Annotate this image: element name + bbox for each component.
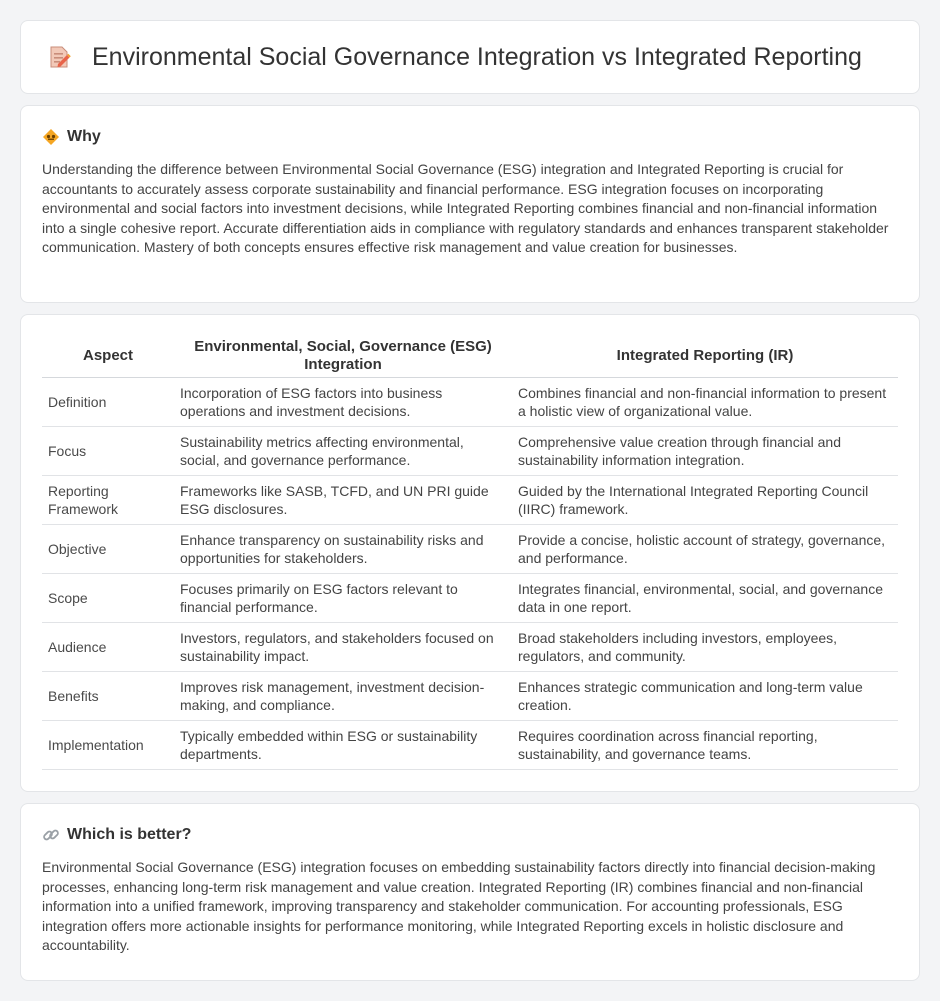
ir-cell: Integrates financial, environmental, social, and governance data in one report. xyxy=(512,573,898,622)
ir-cell: Requires coordination across financial reporting, sustainability, and governance teams. xyxy=(512,720,898,769)
ir-cell: Enhances strategic communication and long-term value creation. xyxy=(512,671,898,720)
esg-cell: Sustainability metrics affecting environmental, social, and governance performance. xyxy=(174,426,512,475)
ir-cell: Provide a concise, holistic account of strategy, governance, and performance. xyxy=(512,524,898,573)
esg-cell: Enhance transparency on sustainability risks and opportunities for stakeholders. xyxy=(174,524,512,573)
page-title: Environmental Social Governance Integration vs Integrated Reporting xyxy=(92,42,862,71)
why-title: Why xyxy=(67,128,101,145)
table-row xyxy=(42,426,898,475)
aspect-cell: Objective xyxy=(42,524,174,573)
aspect-cell: Scope xyxy=(42,573,174,622)
table-row xyxy=(42,573,898,622)
aspect-cell: Implementation xyxy=(42,720,174,769)
table-row xyxy=(42,622,898,671)
comparison-table-card xyxy=(20,314,920,792)
aspect-cell: Focus xyxy=(42,426,174,475)
esg-cell: Focuses primarily on ESG factors relevant to financial performance. xyxy=(174,573,512,622)
header-aspect: Aspect xyxy=(42,335,174,377)
table-header-row xyxy=(42,335,898,377)
better-title: Which is better? xyxy=(67,826,192,843)
table-row xyxy=(42,377,898,426)
which-is-better-section xyxy=(20,803,920,981)
header-esg: Environmental, Social, Governance (ESG) Integration xyxy=(174,335,512,377)
aspect-cell: Benefits xyxy=(42,671,174,720)
esg-cell: Improves risk management, investment decision-making, and compliance. xyxy=(174,671,512,720)
diamond-sign-icon xyxy=(42,128,60,146)
why-section xyxy=(20,105,920,303)
comparison-table xyxy=(42,335,898,770)
aspect-cell: Audience xyxy=(42,622,174,671)
link-icon xyxy=(42,826,60,844)
aspect-cell: Reporting Framework xyxy=(42,475,174,524)
why-text: Understanding the difference between Environmental Social Governance (ESG) integration and Integrated Reporting is crucial for accountants to accurately assess corporate sustainability and financial performance. ESG integration focuses on incorporating environmental and social factors into investment decisions, while Integrated Reporting combines financial and non-financial information into a single cohesive report. Accurate differentiation aids in compliance with regulatory standards and enhances transparent stakeholder communication. Mastery of both concepts ensures effective risk management and value creation for businesses. xyxy=(42,161,889,255)
header-ir: Integrated Reporting (IR) xyxy=(512,335,898,377)
table-row xyxy=(42,720,898,769)
esg-cell: Frameworks like SASB, TCFD, and UN PRI guide ESG disclosures. xyxy=(174,475,512,524)
better-text: Environmental Social Governance (ESG) integration focuses on embedding sustainability factors directly into financial decision-making processes, enhancing long-term risk management and value creation. Integrated Reporting (IR) combines financial and non-financial information into a unified framework, improving transparency and stakeholder communication. For accounting professionals, ESG integration offers more actionable insights for performance monitoring, while Integrated Reporting excels in holistic disclosure and accountability. xyxy=(42,859,876,953)
document-pencil-icon xyxy=(46,44,72,70)
header-card xyxy=(20,20,920,94)
ir-cell: Broad stakeholders including investors, employees, regulators, and community. xyxy=(512,622,898,671)
esg-cell: Typically embedded within ESG or sustainability departments. xyxy=(174,720,512,769)
esg-cell: Investors, regulators, and stakeholders focused on sustainability impact. xyxy=(174,622,512,671)
table-row xyxy=(42,671,898,720)
table-row xyxy=(42,524,898,573)
aspect-cell: Definition xyxy=(42,377,174,426)
ir-cell: Combines financial and non-financial information to present a holistic view of organizational value. xyxy=(512,377,898,426)
ir-cell: Guided by the International Integrated Reporting Council (IIRC) framework. xyxy=(512,475,898,524)
table-row xyxy=(42,475,898,524)
ir-cell: Comprehensive value creation through financial and sustainability information integration. xyxy=(512,426,898,475)
esg-cell: Incorporation of ESG factors into business operations and investment decisions. xyxy=(174,377,512,426)
